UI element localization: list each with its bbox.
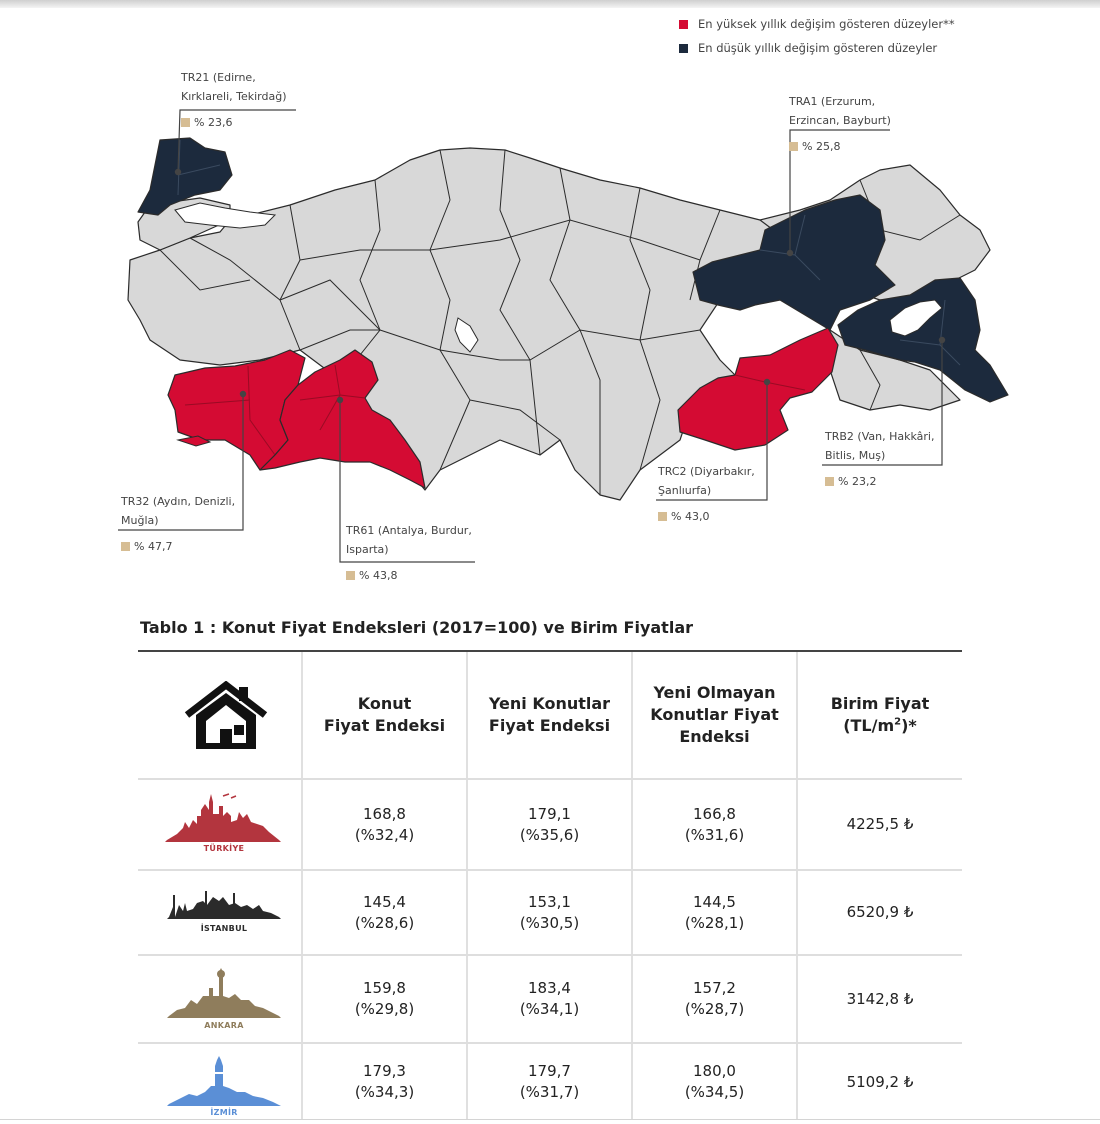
house-icon: [183, 681, 269, 753]
callout-tra1-pct-value: % 25,8: [802, 140, 841, 153]
callout-trc2-name-1: TRC2 (Diyarbakır,: [658, 465, 755, 478]
header-col2-line1: Yeni Konutlar: [488, 694, 611, 713]
callout-trb2-pct: [825, 472, 934, 491]
callout-tra1-pct: [789, 137, 891, 156]
pct-swatch: [346, 571, 355, 580]
cell-value: 159,8: [363, 979, 406, 997]
cell-value: 6520,9 ₺: [846, 903, 914, 921]
turkiye-label: TÜRKİYE: [203, 844, 245, 853]
cell-izmir-birim: [798, 1044, 962, 1120]
callout-tr61: [346, 521, 472, 585]
pct-swatch: [181, 118, 190, 127]
cell-turkiye-konut: [303, 780, 466, 869]
cell-value: 144,5: [693, 892, 736, 911]
callout-tr61-name-2: Isparta): [346, 543, 389, 556]
cell-ankara-birim: [798, 956, 962, 1042]
header-yeni-olmayan: [633, 652, 796, 778]
callout-tr21-name-2: Kırklareli, Tekirdağ): [181, 90, 287, 103]
turkiye-skyline-icon: [163, 792, 285, 854]
cell-turkiye-yeni: [468, 780, 631, 869]
izmir-label: İZMİR: [210, 1108, 238, 1117]
cell-value: 166,8: [693, 804, 736, 823]
cell-value: 3142,8 ₺: [846, 989, 914, 1008]
callout-tr32-name-2: Muğla): [121, 514, 159, 527]
header-birim-fiyat: [798, 652, 962, 778]
cell-turkiye-birim: [798, 780, 962, 869]
cell-value: 168,8: [363, 804, 406, 823]
header-col4-line1: Birim Fiyat: [830, 694, 930, 713]
header-col4-unit-post: )*: [901, 716, 917, 735]
cell-ankara-yeni: [468, 956, 631, 1042]
cell-pct: (%35,6): [519, 825, 580, 844]
istanbul-label: İSTANBUL: [200, 924, 248, 933]
cell-istanbul-yeni: [468, 871, 631, 954]
legend-highest: [679, 17, 955, 31]
cell-pct: (%34,3): [354, 1083, 415, 1101]
callout-trb2-pct-value: % 23,2: [838, 475, 877, 488]
cell-izmir-yeni-olmayan: [633, 1044, 796, 1120]
callout-tr32-pct: [121, 537, 235, 556]
cell-izmir-yeni: [468, 1044, 631, 1120]
header-col4-sup: 2: [894, 716, 902, 728]
callout-trb2-name-2: Bitlis, Muş): [825, 449, 886, 462]
cell-value: 157,2: [693, 979, 736, 997]
cell-value: 153,1: [528, 892, 571, 911]
header-col3-line1: Yeni Olmayan: [653, 683, 776, 702]
cell-pct: (%34,1): [519, 1000, 580, 1018]
header-yeni-konutlar: [468, 652, 631, 778]
callout-tr32: [121, 492, 235, 556]
callout-tr61-pct-value: % 43,8: [359, 569, 398, 582]
header-col1-line1: Konut: [357, 694, 412, 713]
legend-highest-swatch: [679, 20, 688, 29]
ankara-skyline-icon: [163, 966, 285, 1032]
header-col1-line2: Fiyat Endeksi: [323, 716, 446, 735]
header-konut-fiyat-endeksi: [303, 652, 466, 778]
callout-tr61-pct: [346, 566, 472, 585]
istanbul-skyline-icon: [163, 881, 285, 935]
pct-swatch: [789, 142, 798, 151]
header-col2-line2: Fiyat Endeksi: [488, 716, 611, 735]
cell-turkiye-yeni-olmayan: [633, 780, 796, 869]
cell-pct: (%31,7): [519, 1083, 580, 1101]
cell-value: 179,1: [528, 804, 571, 823]
cell-value: 183,4: [528, 979, 571, 997]
cell-pct: (%28,6): [354, 913, 415, 932]
pct-swatch: [825, 477, 834, 486]
pct-swatch: [121, 542, 130, 551]
header-col4-unit-pre: (TL/m: [843, 716, 895, 735]
callout-trb2: [825, 427, 934, 491]
callout-tr21-name-1: TR21 (Edirne,: [181, 71, 256, 84]
cell-pct: (%34,5): [684, 1083, 745, 1101]
ankara-label: ANKARA: [204, 1021, 244, 1030]
izmir-skyline-icon: [163, 1052, 285, 1118]
callout-tr21-pct: [181, 113, 286, 132]
pct-swatch: [658, 512, 667, 521]
cell-value: 5109,2 ₺: [846, 1072, 914, 1091]
page-bottom-edge: [0, 1119, 1100, 1120]
legend-lowest: [679, 41, 937, 55]
callout-trc2: [658, 462, 755, 526]
callout-trc2-pct-value: % 43,0: [671, 510, 710, 523]
cell-pct: (%32,4): [354, 825, 415, 844]
callout-tr32-pct-value: % 47,7: [134, 540, 173, 553]
cell-pct: (%28,1): [684, 913, 745, 932]
cell-izmir-konut: [303, 1044, 466, 1120]
cell-istanbul-konut: [303, 871, 466, 954]
callout-tra1-name-2: Erzincan, Bayburt): [789, 114, 891, 127]
header-col4-line2: [831, 715, 930, 737]
cell-pct: (%29,8): [354, 1000, 415, 1018]
legend-lowest-label: En düşük yıllık değişim gösteren düzeyler: [698, 41, 938, 55]
cell-value: 179,7: [528, 1062, 571, 1080]
cell-value: 179,3: [363, 1062, 406, 1080]
header-col3-line2: Konutlar Fiyat: [650, 705, 779, 724]
header-col3-line3: Endeksi: [679, 727, 750, 746]
callout-tr32-name-1: TR32 (Aydın, Denizli,: [121, 495, 236, 508]
cell-istanbul-birim: [798, 871, 962, 954]
callout-trb2-name-1: TRB2 (Van, Hakkâri,: [825, 430, 935, 443]
table-title: Tablo 1 : Konut Fiyat Endeksleri (2017=100) ve Birim Fiyatlar: [140, 618, 693, 637]
cell-value: 180,0: [693, 1062, 736, 1080]
cell-ankara-konut: [303, 956, 466, 1042]
callout-trc2-name-2: Şanlıurfa): [658, 484, 712, 497]
cell-value: 4225,5 ₺: [846, 815, 914, 833]
callout-tr21: [181, 68, 286, 132]
cell-istanbul-yeni-olmayan: [633, 871, 796, 954]
cell-pct: (%28,7): [684, 1000, 745, 1018]
cell-value: 145,4: [363, 892, 406, 911]
callout-tr21-pct-value: % 23,6: [194, 116, 233, 129]
cell-pct: (%31,6): [684, 825, 745, 844]
callout-trc2-pct: [658, 507, 755, 526]
callout-tra1: [789, 92, 891, 156]
callout-tr61-name-1: TR61 (Antalya, Burdur,: [346, 524, 472, 537]
cell-ankara-yeni-olmayan: [633, 956, 796, 1042]
legend-highest-label: En yüksek yıllık değişim gösteren düzeyler**: [698, 17, 955, 31]
legend-lowest-swatch: [679, 44, 688, 53]
cell-pct: (%30,5): [519, 913, 580, 932]
callout-tra1-name-1: TRA1 (Erzurum,: [789, 95, 876, 108]
